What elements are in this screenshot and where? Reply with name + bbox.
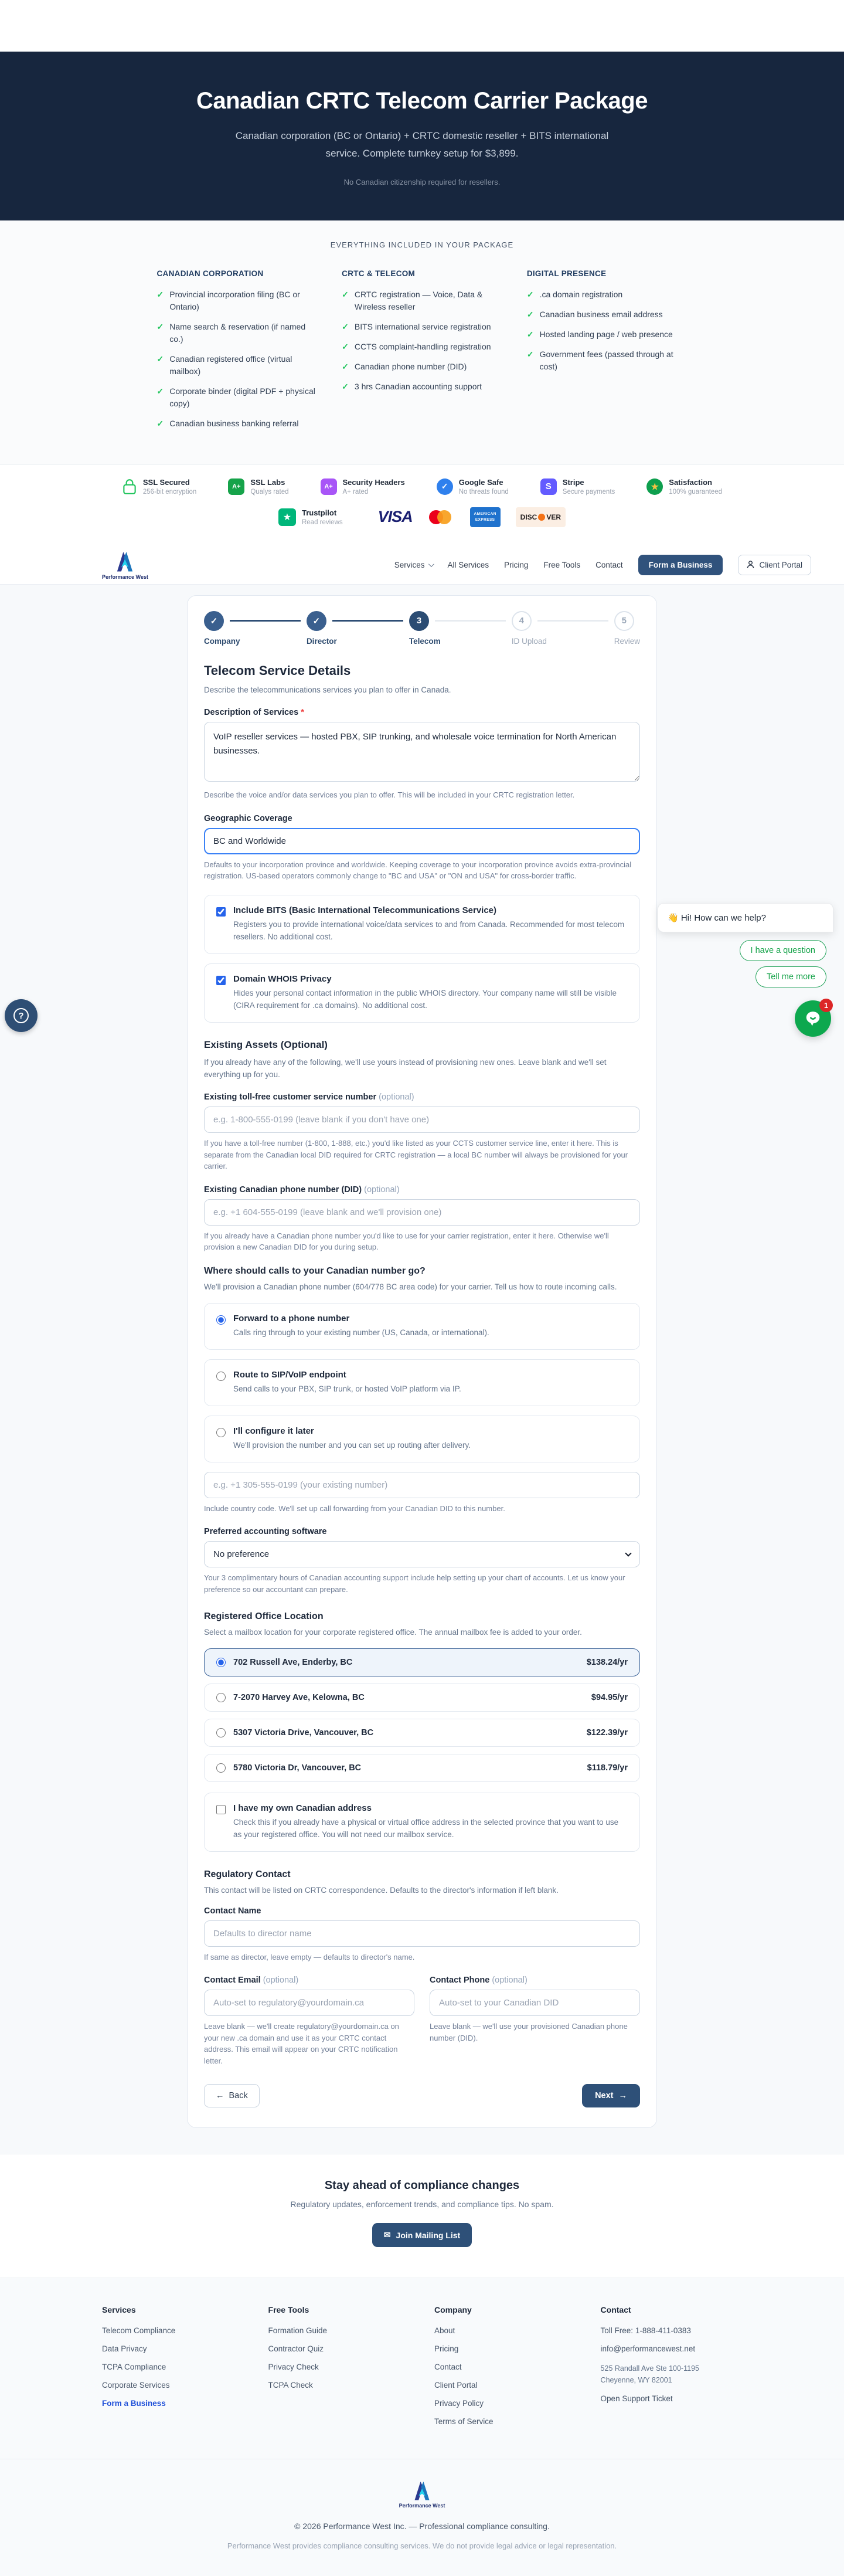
footer-email[interactable]: info@performancewest.net (600, 2344, 696, 2354)
included-section (0, 220, 844, 464)
geographic-label: Geographic Coverage (204, 813, 292, 823)
footer-link-tcpa-check[interactable]: TCPA Check (268, 2381, 313, 2390)
description-label: Description of Services * (204, 708, 304, 718)
newsletter-section (0, 2154, 844, 2278)
list-item: ✓ CRTC registration — Voice, Data & Wireless reseller (342, 289, 502, 313)
list-item: ✓ CCTS complaint-handling registration (342, 341, 502, 353)
step-number[interactable]: 5 (614, 611, 634, 631)
footer-link-client-portal[interactable]: Client Portal (434, 2381, 478, 2390)
list-item: ✓ Name search & reservation (if named co.) (157, 321, 318, 345)
check-circle-icon: ✓ (437, 478, 453, 495)
whois-checkbox[interactable] (216, 976, 226, 985)
routing-option-sip[interactable]: Route to SIP/VoIP endpoint Send calls to your PBX, SIP trunk, or hosted VoIP platform via IP. (204, 1359, 640, 1406)
contact-email-label: Contact Email (optional) (204, 1976, 299, 1986)
check-icon: ✓ (342, 361, 349, 371)
office-price: $138.24/yr (586, 1658, 628, 1668)
step-number[interactable]: 4 (512, 611, 532, 631)
list-item: ✓ Canadian business email address (527, 308, 688, 321)
contact-email-helper: Leave blank — we'll create regulatory@yourdomain.ca on your new .ca domain and use it as your CRTC contact address. This email will appear on your CRTC notification letter. (204, 2022, 399, 2065)
step-check-icon[interactable]: ✓ (307, 611, 326, 631)
office-option-enderby[interactable]: 702 Russell Ave, Enderby, BC $138.24/yr (204, 1648, 640, 1676)
bits-title: Include BITS (Basic International Telecommunications Service) (233, 905, 497, 915)
footer-link-form-a-business[interactable]: Form a Business (102, 2399, 166, 2408)
bits-desc: Registers you to provide international voice/data services to and from Canada. Recommended for most telecom resellers. No additional cost. (233, 919, 625, 941)
included-heading: EVERYTHING INCLUDED IN YOUR PACKAGE (330, 240, 514, 249)
footer-column-services: Services Telecom Compliance Data Privacy TCPA Compliance Corporate Services Form a Business (102, 2305, 251, 2435)
brand-name: Performance West (102, 574, 148, 580)
contact-phone-input[interactable] (430, 1990, 640, 2016)
trust-badge-satisfaction: ★ Satisfaction 100% guaranteed (646, 478, 722, 495)
arrow-right-icon: → (618, 2091, 627, 2101)
routing-subtitle: We'll provision a Canadian phone number (604/778 BC area code) for your carrier. Tell us how to route incoming calls. (204, 1282, 617, 1291)
office-option-kelowna[interactable]: 7-2070 Harvey Ave, Kelowna, BC $94.95/yr (204, 1684, 640, 1712)
chat-unread-badge: 1 (819, 999, 833, 1012)
check-icon: ✓ (342, 289, 349, 299)
footer-brand (399, 2479, 445, 2509)
chat-bubble-icon (804, 1010, 822, 1027)
mail-icon: ✉ (383, 2230, 391, 2240)
visa-logo: VISA (377, 508, 413, 525)
join-mailing-list-button[interactable]: ✉ Join Mailing List (372, 2223, 472, 2247)
office-price: $122.39/yr (586, 1728, 628, 1738)
regulatory-title: Regulatory Contact (204, 1869, 291, 1879)
step-number[interactable]: 3 (409, 611, 429, 631)
footer-link-privacy-policy[interactable]: Privacy Policy (434, 2399, 484, 2408)
list-item: ✓ 3 hrs Canadian accounting support (342, 381, 502, 393)
trust-strip (0, 464, 844, 546)
check-icon: ✓ (526, 349, 534, 359)
mastercard-logo (428, 508, 455, 526)
nav-services[interactable]: Services (394, 561, 433, 569)
brand-logo[interactable] (102, 549, 148, 580)
discover-logo: DISC VER (516, 507, 566, 527)
arrow-left-icon: ← (216, 2091, 224, 2101)
trust-badge-ssllabs: A+ SSL Labs Qualys rated (228, 478, 288, 495)
office-radio[interactable] (216, 1763, 226, 1773)
office-option-victoria-drive[interactable]: 5307 Victoria Drive, Vancouver, BC $122.39/yr (204, 1719, 640, 1747)
footer-link-pricing[interactable]: Pricing (434, 2344, 459, 2354)
trust-badge-google-safe: ✓ Google Safe No threats found (437, 478, 509, 495)
forward-number-input[interactable] (204, 1472, 640, 1498)
did-input[interactable] (204, 1199, 640, 1226)
footer (0, 2278, 844, 2576)
chevron-down-icon (428, 561, 434, 567)
whois-checkbox-card[interactable] (204, 963, 640, 1023)
routing-radio-later[interactable] (216, 1428, 226, 1437)
did-helper: If you already have a Canadian phone number you'd like to use for your carrier registration, enter it here. Otherwise we'll provision a new Canadian DID for you during setup. (204, 1231, 609, 1252)
trust-badge-ssl: SSL Secured 256-bit encryption (122, 478, 196, 495)
a-plus-badge-icon: A+ (321, 478, 337, 495)
contact-phone-helper: Leave blank — we'll use your provisioned Canadian phone number (DID). (430, 2022, 628, 2042)
step-check-icon[interactable]: ✓ (204, 611, 224, 631)
footer-link-contractor-quiz[interactable]: Contractor Quiz (268, 2344, 324, 2354)
newsletter-subtitle: Regulatory updates, enforcement trends, and compliance tips. No spam. (290, 2200, 554, 2210)
footer-link-data-privacy[interactable]: Data Privacy (102, 2344, 147, 2354)
tollfree-input[interactable] (204, 1107, 640, 1133)
regulatory-subtitle: This contact will be listed on CRTC correspondence. Defaults to the director's information if left blank. (204, 1885, 559, 1895)
a-plus-badge-icon: A+ (228, 478, 244, 495)
chat-quick-reply-question[interactable]: I have a question (740, 940, 826, 961)
office-price: $94.95/yr (591, 1693, 628, 1703)
check-icon: ✓ (156, 386, 164, 396)
column-title: CANADIAN CORPORATION (156, 269, 264, 278)
question-mark-icon: ? (13, 1008, 29, 1023)
nav-all-services[interactable]: All Services (447, 560, 489, 569)
page-title: Canadian CRTC Telecom Carrier Package (196, 88, 648, 114)
accessibility-help-button[interactable] (5, 999, 38, 1032)
list-item: ✓ Hosted landing page / web presence (527, 328, 688, 341)
contact-phone-label: Contact Phone (optional) (430, 1976, 528, 1986)
list-item: ✓ Government fees (passed through at cost) (527, 348, 688, 373)
did-label: Existing Canadian phone number (DID) (optional) (204, 1185, 400, 1194)
routing-radio-forward[interactable] (216, 1315, 226, 1325)
whois-title: Domain WHOIS Privacy (233, 973, 332, 984)
routing-option-forward[interactable]: Forward to a phone number Calls ring through to your existing number (US, Canada, or international). (204, 1303, 640, 1350)
geographic-input[interactable] (204, 828, 640, 854)
stepper (204, 611, 640, 646)
whois-desc: Hides your personal contact information in the public WHOIS directory. Your company name will still be visible (CIRA requirement for .ca domains). No additional cost. (233, 988, 617, 1010)
column-title: DIGITAL PRESENCE (526, 269, 607, 278)
office-price: $118.79/yr (587, 1763, 628, 1773)
chat-launcher-button[interactable] (795, 1000, 831, 1037)
footer-support-ticket[interactable]: Open Support Ticket (600, 2394, 673, 2404)
footer-column-contact: Contact Toll Free: 1-888-411-0383 info@performancewest.net 525 Randall Ave Ste 100-1195 Cheyenne, WY 82001 Open Support Ticket (601, 2305, 742, 2435)
star-circle-icon: ★ (646, 478, 663, 495)
required-asterisk: * (301, 708, 304, 718)
footer-column-company: Company About Pricing Contact Client Portal Privacy Policy Terms of Service (434, 2305, 583, 2435)
included-column-corporation (157, 269, 318, 437)
step-telecom: 3 Telecom (409, 611, 512, 646)
footer-link-formation-guide[interactable]: Formation Guide (268, 2326, 328, 2336)
bits-checkbox-card[interactable] (204, 895, 640, 954)
office-radio[interactable] (216, 1728, 226, 1737)
list-item: ✓ Provincial incorporation filing (BC or Ontario) (157, 289, 318, 313)
amex-logo: AMERICAN EXPRESS (470, 507, 501, 527)
list-item: ✓ Canadian phone number (DID) (342, 361, 502, 373)
trustpilot-badge[interactable]: ★ Trustpilot Read reviews (278, 508, 343, 526)
chat-greeting-bubble[interactable]: 👋 Hi! How can we help? (658, 903, 833, 932)
trustpilot-star-icon: ★ (278, 508, 296, 526)
bits-checkbox[interactable] (216, 907, 226, 917)
geographic-helper: Defaults to your incorporation province and worldwide. Keeping coverage to your incorporation province avoids extra-provincial registration. US-based operators commonly change to "BC and USA" or "ON and USA" for cross-border traffic. (204, 860, 632, 881)
client-portal-button[interactable]: Client Portal (738, 555, 811, 575)
column-title: CRTC & TELECOM (342, 269, 416, 278)
contact-name-input[interactable] (204, 1920, 640, 1947)
nav-pricing[interactable]: Pricing (504, 560, 529, 569)
newsletter-title: Stay ahead of compliance changes (324, 2179, 520, 2193)
footer-link-privacy-check[interactable]: Privacy Check (268, 2363, 319, 2372)
top-spacer (0, 0, 844, 52)
included-column-telecom (342, 269, 502, 437)
nav-free-tools[interactable]: Free Tools (543, 560, 581, 569)
routing-radio-sip[interactable] (216, 1372, 226, 1381)
check-icon: ✓ (342, 381, 349, 391)
list-item: ✓ BITS international service registration (342, 321, 502, 333)
form-subtitle: Describe the telecommunications services you plan to offer in Canada. (204, 685, 451, 694)
forward-number-helper: Include country code. We'll set up call forwarding from your Canadian DID to this number. (204, 1503, 505, 1513)
tollfree-helper: If you have a toll-free number (1-800, 1-888, etc.) you'd like listed as your CCTS customer service line, enter it here. This is separate from the Canadian local DID required for CRTC registration — a local BC number will always be provisioned for your carrier. (204, 1139, 628, 1171)
routing-option-later[interactable]: I'll configure it later We'll provision the number and you can set up routing after delivery. (204, 1416, 640, 1462)
footer-bottom (0, 2459, 844, 2576)
list-item: ✓ Canadian registered office (virtual mailbox) (157, 353, 318, 378)
description-helper: Describe the voice and/or data services you plan to offer. This will be included in your CRTC registration letter. (204, 790, 575, 800)
performance-west-logo-icon (410, 2479, 434, 2502)
hero-subtitle: Canadian corporation (BC or Ontario) + CRTC domestic reseller + BITS international service. Complete turnkey setup for $3,899. (235, 130, 609, 159)
office-title: Registered Office Location (204, 1611, 324, 1622)
step-review: 5 Review (614, 611, 640, 646)
check-icon: ✓ (156, 289, 164, 299)
footer-toll-free[interactable]: Toll Free: 1-888-411-0383 (600, 2326, 691, 2336)
list-item: ✓ .ca domain registration (527, 289, 688, 301)
trust-badge-security-headers: A+ Security Headers A+ rated (321, 478, 405, 495)
form-a-business-button[interactable]: Form a Business (638, 555, 723, 575)
step-director: ✓ Director (307, 611, 409, 646)
check-icon: ✓ (526, 289, 534, 299)
form-card (187, 595, 657, 2129)
footer-column-free-tools: Free Tools Formation Guide Contractor Quiz Privacy Check TCPA Check (268, 2305, 417, 2435)
office-radio[interactable] (216, 1693, 226, 1702)
contact-name-helper: If same as director, leave empty — defaults to director's name. (204, 1952, 415, 1961)
accounting-helper: Your 3 complimentary hours of Canadian accounting support include help setting up your chart of accounts. Let us know your preference so our accountant can prepare. (204, 1573, 625, 1594)
check-icon: ✓ (156, 321, 164, 331)
main-section (0, 585, 844, 2154)
existing-assets-subtitle: If you already have any of the following, we'll use yours instead of provisioning new ones. Leave blank and we'll set everything up for you. (204, 1057, 607, 1079)
next-button[interactable]: Next → (582, 2084, 640, 2107)
check-icon: ✓ (342, 321, 349, 331)
hero-note: No Canadian citizenship required for resellers. (343, 177, 501, 186)
office-subtitle: Select a mailbox location for your corporate registered office. The annual mailbox fee is added to your order. (204, 1628, 582, 1637)
description-textarea[interactable] (204, 722, 640, 782)
list-item: ✓ Canadian business banking referral (157, 418, 318, 430)
existing-assets-title: Existing Assets (Optional) (204, 1038, 328, 1050)
routing-title: Where should calls to your Canadian number go? (204, 1265, 426, 1276)
own-address-checkbox-card[interactable]: I have my own Canadian address Check this if you already have a physical or virtual office address in the selected province that you want to use as your registered office. You will not need our mailbox service. (204, 1793, 640, 1852)
step-id-upload: 4 ID Upload (512, 611, 614, 646)
form-title: Telecom Service Details (204, 663, 351, 678)
nav-contact[interactable]: Contact (595, 560, 623, 569)
contact-email-input[interactable] (204, 1990, 414, 2016)
stripe-icon: S (540, 478, 557, 495)
footer-link-about[interactable]: About (434, 2326, 455, 2336)
footer-link-telecom-compliance[interactable]: Telecom Compliance (102, 2326, 176, 2336)
accounting-label: Preferred accounting software (204, 1527, 327, 1537)
performance-west-logo-icon (113, 549, 137, 573)
discover-dot-icon (538, 514, 545, 521)
footer-link-terms[interactable]: Terms of Service (434, 2417, 494, 2426)
footer-link-tcpa-compliance[interactable]: TCPA Compliance (102, 2363, 166, 2372)
footer-copyright: © 2026 Performance West Inc. — Professional compliance consulting. (294, 2521, 550, 2531)
hero-section (0, 52, 844, 220)
navbar (0, 546, 844, 585)
check-icon: ✓ (526, 309, 534, 319)
list-item: ✓ Corporate binder (digital PDF + physical copy) (157, 385, 318, 410)
footer-address: 525 Randall Ave Ste 100-1195 Cheyenne, WY 82001 (600, 2364, 699, 2385)
check-icon: ✓ (342, 341, 349, 351)
trust-badge-stripe: S Stripe Secure payments (540, 478, 615, 495)
brand-name: Performance West (399, 2503, 445, 2509)
footer-link-contact[interactable]: Contact (434, 2363, 462, 2372)
back-button[interactable]: ← Back (204, 2084, 260, 2107)
footer-link-corporate-services[interactable]: Corporate Services (102, 2381, 170, 2390)
check-icon: ✓ (526, 329, 534, 339)
contact-name-label: Contact Name (204, 1906, 261, 1916)
own-address-checkbox[interactable] (216, 1805, 226, 1814)
tollfree-label: Existing toll-free customer service number (optional) (204, 1092, 414, 1102)
accounting-software-select[interactable]: No preference (204, 1541, 640, 1567)
office-option-victoria-dr[interactable]: 5780 Victoria Dr, Vancouver, BC $118.79/yr (204, 1754, 640, 1782)
chat-quick-reply-more[interactable]: Tell me more (755, 966, 826, 987)
check-icon: ✓ (156, 418, 164, 428)
office-radio[interactable] (216, 1658, 226, 1667)
person-icon (747, 561, 754, 569)
footer-disclaimer: Performance West provides compliance consulting services. We do not provide legal advice or legal representation. (227, 2541, 617, 2551)
check-icon: ✓ (156, 354, 164, 364)
step-company: ✓ Company (204, 611, 307, 646)
ssl-lock-icon (122, 478, 137, 495)
included-column-digital (527, 269, 688, 437)
